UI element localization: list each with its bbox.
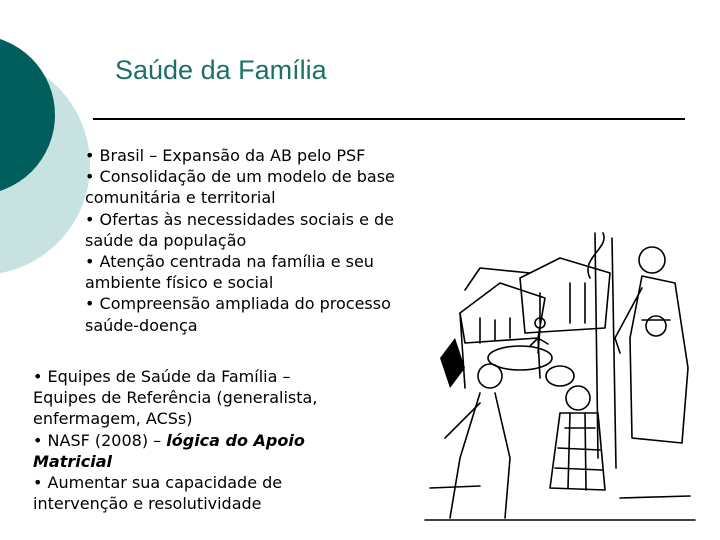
bullet-line: • Ofertas às necessidades sociais e de [85,209,394,229]
bullet-line: • Equipes de Saúde da Família – [33,367,291,386]
bullet-line: • Consolidação de um modelo de base [85,167,395,187]
title-divider [93,118,685,120]
bullet-line: Equipes de Referência (generalista, [33,388,318,408]
tree-trunk [595,233,616,468]
bullet-line: saúde da população [85,230,247,250]
bullet-line: • Brasil – Expansão da AB pelo PSF [85,146,366,165]
matricial-emphasis: Matricial [33,451,112,471]
bullet-line: • Compreensão ampliada do processo [85,294,391,314]
bullet-line: enfermagem, ACSs) [33,409,193,429]
bullet-line: • Atenção centrada na família e seu [85,252,374,272]
bullet-line: comunitária e territorial [85,188,276,208]
person-woman [639,247,665,273]
bullet-line: ambiente físico e social [85,273,274,293]
bullet-line [33,430,393,451]
community-illustration [420,228,700,528]
person-child-center [566,386,590,410]
bullet-line: • Aumentar sua capacidade de [33,473,283,493]
bullet-block-teams [33,366,393,514]
bullet-line: saúde-doença [85,315,198,335]
bullet-block-context [85,145,445,336]
hut-1 [460,283,545,343]
apoio-matricial-emphasis: lógica do Apoio [166,430,305,450]
slide-title: Saúde da Família [115,55,327,85]
nasf-text: • NASF (2008) – [33,430,167,450]
bullet-line: intervenção e resolutividade [33,494,262,514]
person-child [478,364,502,388]
